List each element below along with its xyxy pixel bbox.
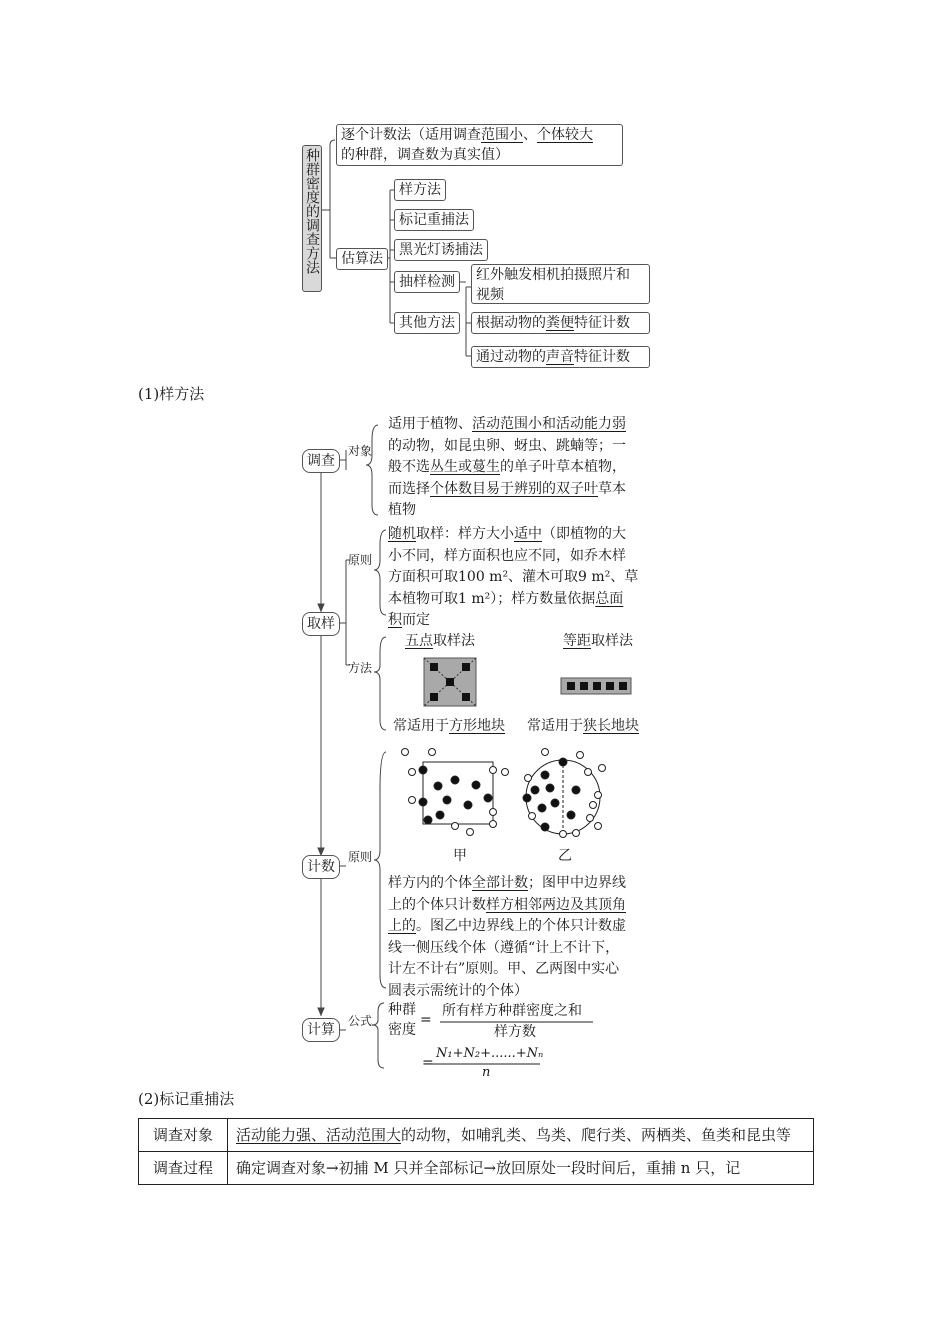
object-label: 对象 bbox=[348, 444, 373, 458]
method-light-trap: 黑光灯诱捕法 bbox=[394, 239, 488, 261]
survey-box: 调查 bbox=[302, 449, 340, 473]
count-all-box: 逐个计数法（适用调查范围小、个体较大 的种群，调查数为真实值） bbox=[336, 124, 623, 166]
root-label: 种群密度的调查方法 bbox=[304, 148, 320, 274]
calc-box: 计算 bbox=[302, 1018, 340, 1042]
eq-sign-2: = bbox=[422, 1055, 434, 1071]
figure-a-caption: 甲 bbox=[453, 848, 467, 864]
method-quadrat: 样方法 bbox=[394, 179, 446, 201]
section2-title: (2)标记重捕法 bbox=[138, 1090, 235, 1108]
five-point-title: 五点取样法 bbox=[405, 633, 475, 649]
count-text: 样方内的个体全部计数；图甲中边界线 上的个体只计数样方相邻两边及其顶角 上的。图乙中边界线上的个体只计数虚 线一侧压线个体（遵循“计上不计下， 计左不计右”原则。甲、乙两图中实心 圆表示需统计的个体） bbox=[388, 875, 626, 999]
root-box bbox=[302, 145, 322, 292]
equal-dist-title: 等距取样法 bbox=[563, 633, 633, 649]
principle-label: 原则 bbox=[348, 553, 373, 567]
eq-sign-1: = bbox=[420, 1012, 432, 1028]
sound-box: 通过动物的声音特征计数 bbox=[471, 346, 650, 368]
figure-a-square bbox=[402, 749, 509, 836]
density-label: 种群 密度 bbox=[388, 1002, 416, 1038]
equal-distance-diagram bbox=[561, 678, 631, 694]
row-content: 活动能力强、活动范围大的动物，如哺乳类、鸟类、爬行类、两栖类、鱼类和昆虫等 bbox=[228, 1119, 814, 1152]
mark-recapture-table bbox=[138, 1118, 814, 1185]
figure-b-circle bbox=[523, 749, 606, 838]
frac-denominator: 样方数 bbox=[494, 1024, 536, 1040]
table-row bbox=[139, 1152, 814, 1185]
sample-box: 取样 bbox=[302, 612, 340, 636]
method-mark-recapture: 标记重捕法 bbox=[394, 209, 474, 231]
count-box: 计数 bbox=[302, 855, 340, 879]
frac2-numerator: N₁+N₂+......+Nₙ bbox=[436, 1046, 544, 1061]
frac2-denominator: n bbox=[482, 1065, 491, 1080]
method-sampling: 抽样检测 bbox=[394, 271, 460, 293]
frac-numerator: 所有样方种群密度之和 bbox=[442, 1003, 582, 1019]
five-point-diagram bbox=[424, 658, 476, 706]
formula-label: 公式 bbox=[348, 1014, 373, 1028]
count-principle-label: 原则 bbox=[348, 850, 373, 864]
section1-title: (1)样方法 bbox=[138, 385, 205, 403]
row-head: 调查对象 bbox=[139, 1119, 228, 1152]
method-label: 方法 bbox=[348, 661, 373, 675]
principle-text: 随机取样：样方大小适中（即植物的大 小不同，样方面积也应不同，如乔木样 方面积可取100 m²、灌木可取9 m²、草 本植物可取1 m²）；样方数量依据总面 积而定 bbox=[388, 526, 639, 628]
row-content: 确定调查对象→初捕 M 只并全部标记→放回原处一段时间后，重捕 n 只，记 bbox=[228, 1152, 814, 1185]
feces-box: 根据动物的粪便特征计数 bbox=[471, 312, 650, 334]
estimate-box: 估算法 bbox=[336, 248, 388, 270]
camera-box: 红外触发相机拍摄照片和 视频 bbox=[471, 264, 650, 304]
square-note: 常适用于方形地块 bbox=[393, 718, 505, 734]
long-note: 常适用于狭长地块 bbox=[527, 718, 639, 734]
method-other: 其他方法 bbox=[394, 312, 460, 334]
row-head: 调查过程 bbox=[139, 1152, 228, 1185]
table-row bbox=[139, 1119, 814, 1152]
figure-b-caption: 乙 bbox=[558, 848, 572, 864]
object-text: 适用于植物、活动范围小和活动能力弱 的动物，如昆虫卵、蚜虫、跳蝻等；一 般不选丛生或蔓生的单子叶草本植物， 而选择个体数目易于辨别的双子叶草本 植物 bbox=[388, 416, 626, 518]
